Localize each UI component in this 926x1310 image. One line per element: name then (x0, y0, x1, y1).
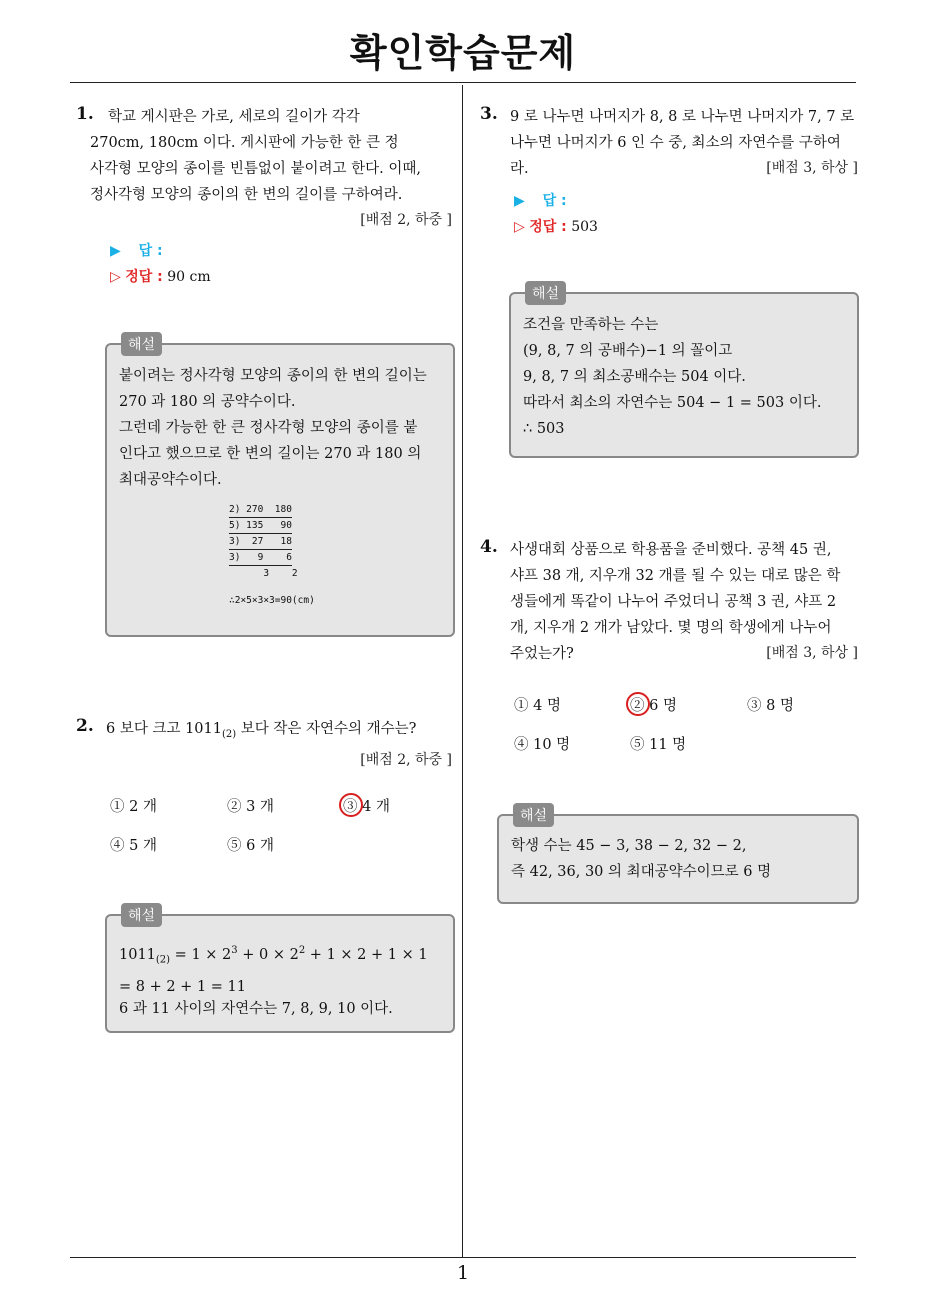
correct-value: 503 (571, 219, 598, 235)
solution-line: 즉 42, 36, 30 의 최대공약수이므로 6 명 (511, 864, 772, 880)
solution-tag: 해설 (121, 903, 162, 927)
correct-label: 정답 : (529, 219, 567, 235)
division-result: ∴2×5×3×3=90(cm) (229, 595, 315, 606)
play-icon: ▶ (514, 193, 525, 209)
problem-line: 나누면 나머지가 6 인 수 중, 최소의 자연수를 구하여 (510, 135, 841, 151)
solution-part: + 1 × 2 + 1 × 1 (305, 946, 428, 963)
choice-5[interactable]: ⑤ 6 개 (227, 838, 274, 854)
solution-line: 최대공약수이다. (119, 472, 222, 488)
page-title: 확인학습문제 (349, 31, 577, 75)
problem-number: 1. (76, 104, 94, 124)
triangle-outline-icon: ▷ (514, 219, 525, 235)
problem-text (108, 104, 456, 130)
base-subscript: (2) (221, 728, 237, 740)
problem-line: 사생대회 상품으로 학용품을 준비했다. 공책 45 권, (510, 542, 832, 558)
solution-box-2 (105, 908, 455, 1033)
correct-row (110, 264, 456, 290)
selected-mark-icon (339, 793, 363, 817)
solution-part: 1011 (119, 946, 156, 963)
solution-text (119, 363, 427, 493)
choice-3[interactable]: ③ 8 명 (747, 698, 794, 714)
score-meta: [배점 3, 하상 ] (766, 645, 858, 661)
problem-2 (76, 716, 452, 772)
solution-line: (9, 8, 7 의 공배수)−1 의 꼴이고 (523, 343, 733, 359)
triangle-outline-icon: ▷ (110, 269, 121, 285)
answer-label: 답 : (138, 243, 163, 259)
page-number: 1 (456, 1262, 470, 1284)
problem-number: 4. (480, 537, 498, 557)
solution-line: 학생 수는 45 − 3, 38 − 2, 32 − 2, (511, 838, 747, 854)
solution-box-1 (105, 337, 455, 637)
problem-line: 정사각형 모양의 종이의 한 변의 길이를 구하여라. (90, 187, 403, 203)
choice-4[interactable]: ④ 5 개 (110, 838, 157, 854)
solution-text (523, 312, 821, 442)
choice-5[interactable]: ⑤ 11 명 (630, 737, 687, 753)
score-meta: [배점 2, 하중 ] (360, 751, 452, 768)
problem-text-part: 보다 작은 자연수의 개수는? (236, 721, 417, 737)
correct-row (514, 214, 858, 240)
division-row: 5) 135 90 (229, 518, 292, 534)
score-meta: [배점 3, 하상 ] (766, 160, 858, 176)
solution-line: 따라서 최소의 자연수는 504 − 1 = 503 이다. (523, 395, 822, 411)
top-divider (70, 82, 856, 83)
selected-mark-icon (626, 692, 650, 716)
base-subscript: (2) (155, 954, 171, 966)
choice-3[interactable]: ③ 4 개 (343, 799, 390, 815)
problem-number: 2. (76, 716, 94, 736)
solution-box-4 (497, 808, 859, 904)
solution-line: ∴ 503 (523, 421, 565, 437)
score-meta: [배점 2, 하중 ] (360, 212, 452, 228)
problem-line: 라. (510, 161, 529, 177)
solution-line: 9, 8, 7 의 최소공배수는 504 이다. (523, 369, 746, 385)
column-divider (462, 85, 463, 1257)
solution-line: 조건을 만족하는 수는 (523, 317, 659, 333)
problem-3 (480, 104, 858, 240)
choice-2[interactable]: ② 3 개 (227, 799, 274, 815)
problem-text-cont (90, 130, 456, 208)
problem-number: 3. (480, 104, 498, 124)
solution-line: 270 과 180 의 공약수이다. (119, 394, 296, 410)
problem-text-part: 6 보다 크고 1011 (106, 721, 222, 737)
solution-tag: 해설 (525, 281, 566, 305)
problem-line: 9 로 나누면 나머지가 8, 8 로 나누면 나머지가 7, 7 로 (510, 109, 855, 125)
solution-tag: 해설 (513, 803, 554, 827)
choice-4[interactable]: ④ 10 명 (514, 737, 571, 753)
solution-line: 그런데 가능한 한 큰 정사각형 모양의 종이를 붙 (119, 420, 418, 436)
choice-1[interactable]: ① 2 개 (110, 799, 157, 815)
problem-text (106, 716, 452, 748)
solution-box-3 (509, 286, 859, 458)
problem-line: 270cm, 180cm 이다. 게시판에 가능한 한 큰 정 (90, 135, 399, 151)
answer-row (514, 188, 858, 214)
problem-4 (480, 537, 858, 665)
problem-line: 개, 지우개 2 개가 남았다. 몇 명의 학생에게 나누어 (510, 620, 832, 636)
answer-row (110, 238, 456, 264)
division-ladder (229, 502, 315, 608)
correct-label: 정답 : (125, 269, 163, 285)
problem-line: 학교 게시판은 가로, 세로의 길이가 각각 (108, 109, 360, 125)
problem-line: 주었는가? (510, 646, 574, 662)
problem-line: 사각형 모양의 종이를 빈틈없이 붙이려고 한다. 이때, (90, 161, 422, 177)
exponent: 2 (298, 945, 306, 956)
answer-label: 답 : (542, 193, 567, 209)
bottom-divider (70, 1257, 856, 1258)
problem-1 (76, 104, 456, 290)
division-row: 3) 9 6 (229, 550, 292, 566)
solution-line (119, 938, 428, 974)
play-icon: ▶ (110, 243, 121, 259)
solution-text (511, 833, 771, 885)
solution-line: = 8 + 2 + 1 = 11 (119, 978, 246, 995)
division-row: 3 2 (229, 568, 298, 579)
solution-line: 6 과 11 사이의 자연수는 7, 8, 9, 10 이다. (119, 1000, 393, 1017)
solution-part: = 1 × 2 (170, 946, 232, 963)
problem-line: 생들에게 똑같이 나누어 주었더니 공책 3 권, 샤프 2 (510, 594, 837, 610)
choice-2[interactable]: ② 6 명 (630, 698, 677, 714)
division-row: 2) 270 180 (229, 502, 292, 518)
solution-text (119, 938, 428, 1022)
correct-value: 90 cm (167, 269, 211, 285)
solution-line: 인다고 했으므로 한 변의 길이는 270 과 180 의 (119, 446, 422, 462)
solution-part: + 0 × 2 (237, 946, 299, 963)
choice-1[interactable]: ① 4 명 (514, 698, 561, 714)
division-row: 3) 27 18 (229, 534, 292, 550)
solution-tag: 해설 (121, 332, 162, 356)
solution-line: 붙이려는 정사각형 모양의 종이의 한 변의 길이는 (119, 368, 427, 384)
exponent: 3 (231, 945, 238, 956)
problem-line: 샤프 38 개, 지우개 32 개를 될 수 있는 대로 많은 학 (510, 568, 841, 584)
